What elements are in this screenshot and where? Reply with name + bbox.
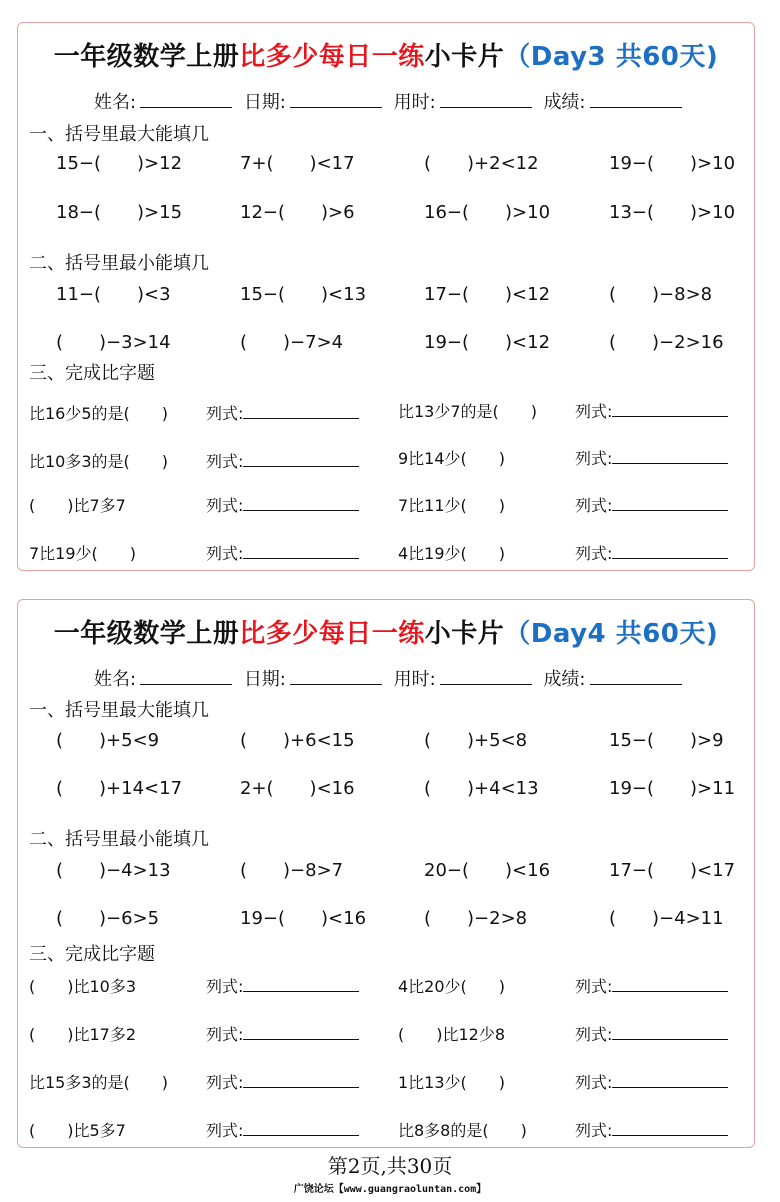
page-number: 第2页,共30页: [327, 1154, 453, 1178]
problem: 19−( )<16: [240, 908, 367, 929]
problem: 16−( )>10: [424, 202, 551, 223]
info-row: [94, 665, 688, 691]
date-field[interactable]: 日期:: [244, 665, 382, 691]
formula-field[interactable]: 列式:: [206, 493, 359, 516]
section-heading: 三、完成比字题: [29, 363, 155, 384]
problem: 7+( )<17: [240, 153, 355, 174]
word-problem: ( )比10多3: [29, 977, 137, 996]
practice-card-day4: [17, 599, 755, 1148]
info-row: [94, 88, 688, 114]
word-problem: 4比20少( ): [398, 977, 506, 996]
problem: 19−( )>10: [609, 153, 736, 174]
problem: ( )−2>8: [424, 908, 528, 929]
word-problem: 7比11少( ): [398, 496, 506, 515]
card-title: 一年级数学上册比多少每日一练小卡片（Day3 共60天): [53, 42, 719, 72]
problem: 15−( )>12: [56, 153, 183, 174]
word-problem: 比16少5的是( ): [29, 404, 169, 423]
section-heading: 二、括号里最小能填几: [29, 253, 209, 274]
problem: ( )+4<13: [424, 778, 539, 799]
problem: 19−( )<12: [424, 332, 551, 353]
word-problem: 7比19少( ): [29, 544, 137, 563]
card-title: 一年级数学上册比多少每日一练小卡片（Day4 共60天): [53, 619, 719, 649]
problem: 18−( )>15: [56, 202, 183, 223]
problem: 17−( )<12: [424, 284, 551, 305]
formula-field[interactable]: 列式:: [206, 541, 359, 564]
problem: 13−( )>10: [609, 202, 736, 223]
problem: ( )−7>4: [240, 332, 344, 353]
formula-field[interactable]: 列式:: [575, 541, 728, 564]
section-heading: 三、完成比字题: [29, 944, 155, 965]
formula-field[interactable]: 列式:: [575, 399, 728, 422]
problem: ( )−2>16: [609, 332, 724, 353]
word-problem: ( )比17多2: [29, 1025, 137, 1044]
problem: 15−( )<13: [240, 284, 367, 305]
problem: ( )−4>11: [609, 908, 724, 929]
word-problem: 比15多3的是( ): [29, 1073, 169, 1092]
problem: ( )−4>13: [56, 860, 171, 881]
section-heading: 二、括号里最小能填几: [29, 829, 209, 850]
problem: 17−( )<17: [609, 860, 736, 881]
problem: 19−( )>11: [609, 778, 736, 799]
practice-card-day3: [17, 22, 755, 571]
word-problem: 比10多3的是( ): [29, 452, 169, 471]
problem: 20−( )<16: [424, 860, 551, 881]
formula-field[interactable]: 列式:: [206, 1118, 359, 1141]
word-problem: 9比14少( ): [398, 449, 506, 468]
problem: ( )+2<12: [424, 153, 539, 174]
formula-field[interactable]: 列式:: [575, 1118, 728, 1141]
word-problem: 4比19少( ): [398, 544, 506, 563]
score-field[interactable]: 成绩:: [543, 665, 681, 691]
word-problem: 比13少7的是( ): [398, 402, 538, 421]
problem: 12−( )>6: [240, 202, 355, 223]
name-field[interactable]: 姓名:: [94, 88, 232, 114]
watermark-text: 广饶论坛【www.guangraoluntan.com】: [293, 1184, 487, 1195]
formula-field[interactable]: 列式:: [575, 493, 728, 516]
problem: ( )+5<9: [56, 730, 160, 751]
formula-field[interactable]: 列式:: [206, 449, 359, 472]
formula-field[interactable]: 列式:: [206, 1070, 359, 1093]
time-field[interactable]: 用时:: [394, 88, 532, 114]
problem: ( )+5<8: [424, 730, 528, 751]
word-problem: ( )比12少8: [398, 1025, 506, 1044]
section-heading: 一、括号里最大能填几: [29, 124, 209, 145]
problem: ( )−8>8: [609, 284, 713, 305]
time-field[interactable]: 用时:: [394, 665, 532, 691]
score-field[interactable]: 成绩:: [543, 88, 681, 114]
problem: ( )+6<15: [240, 730, 355, 751]
formula-field[interactable]: 列式:: [575, 446, 728, 469]
formula-field[interactable]: 列式:: [206, 1022, 359, 1045]
problem: 15−( )>9: [609, 730, 724, 751]
problem: 11−( )<3: [56, 284, 171, 305]
formula-field[interactable]: 列式:: [206, 974, 359, 997]
problem: ( )+14<17: [56, 778, 183, 799]
problem: ( )−3>14: [56, 332, 171, 353]
word-problem: ( )比5多7: [29, 1121, 126, 1140]
formula-field[interactable]: 列式:: [206, 401, 359, 424]
problem: 2+( )<16: [240, 778, 355, 799]
problem: ( )−6>5: [56, 908, 160, 929]
section-heading: 一、括号里最大能填几: [29, 700, 209, 721]
word-problem: 1比13少( ): [398, 1073, 506, 1092]
formula-field[interactable]: 列式:: [575, 1070, 728, 1093]
problem: ( )−8>7: [240, 860, 344, 881]
word-problem: ( )比7多7: [29, 496, 126, 515]
formula-field[interactable]: 列式:: [575, 1022, 728, 1045]
date-field[interactable]: 日期:: [244, 88, 382, 114]
word-problem: 比8多8的是( ): [398, 1121, 527, 1140]
formula-field[interactable]: 列式:: [575, 974, 728, 997]
name-field[interactable]: 姓名:: [94, 665, 232, 691]
